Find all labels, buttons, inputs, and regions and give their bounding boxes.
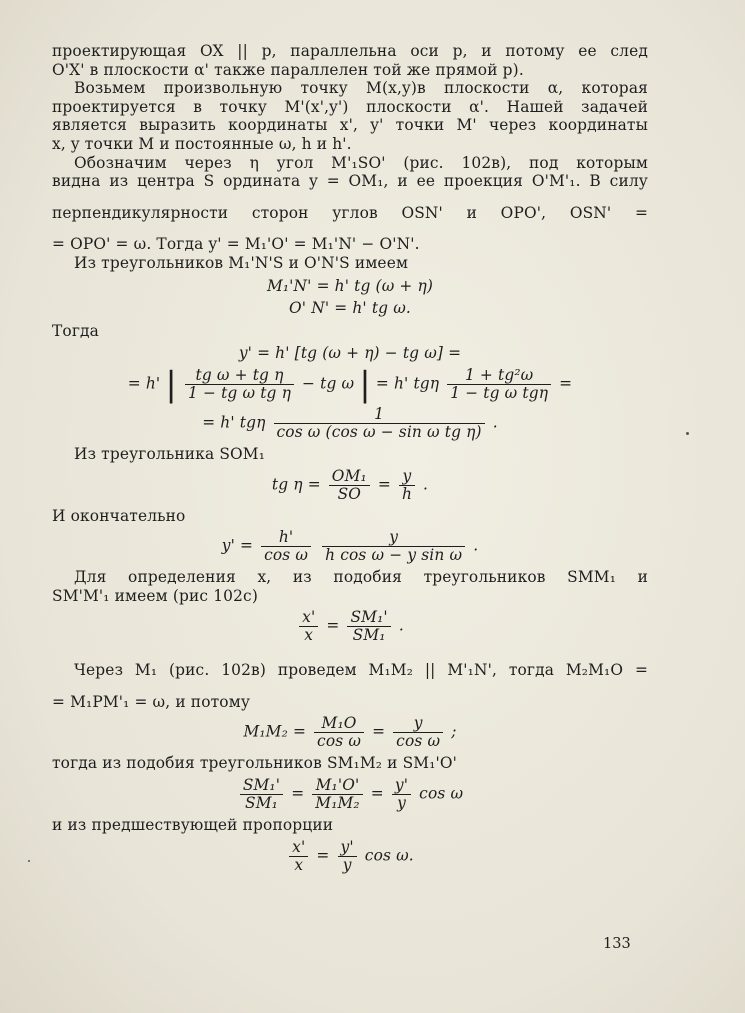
frac-den: cos ω	[317, 732, 362, 751]
text-line: Из треугольников M₁'N'S и O'N'S имеем	[74, 253, 409, 272]
frac-num: tg ω + tg η	[185, 367, 294, 385]
bracket-left: |	[165, 364, 177, 405]
fraction	[392, 777, 411, 812]
eq-term: =	[370, 784, 384, 803]
frac-num: x'	[299, 609, 318, 627]
text-line: x, y точки M и постоянные ω, h и h'.	[52, 134, 352, 153]
eq-term: .	[423, 475, 429, 493]
equation	[52, 468, 648, 503]
frac-num: SM₁'	[347, 609, 390, 627]
eq-term: − tg ω	[302, 374, 355, 393]
frac-num: M₁'O'	[312, 777, 362, 795]
text-line: Возьмем произвольную точку M(x,y)в плоскости α, которая	[74, 79, 648, 98]
fraction	[299, 609, 318, 644]
frac-den: M₁M₂	[315, 794, 360, 813]
frac-num: y	[399, 468, 415, 486]
frac-den: SO	[337, 484, 362, 503]
eq-term: M₁M₂ =	[243, 722, 306, 741]
text-line: O'X' в плоскости α' также параллелен той же прямой p).	[52, 60, 524, 79]
text-line: проектируется в точку M'(x',y') плоскости α'. Нашей задачей	[52, 97, 648, 116]
frac-den: y	[397, 794, 406, 813]
frac-den: SM₁	[352, 626, 386, 645]
fraction	[322, 529, 465, 564]
frac-num: M₁O	[314, 715, 364, 733]
fraction	[289, 839, 308, 874]
frac-den: y	[342, 855, 352, 874]
eq-term: =	[559, 374, 573, 393]
fraction	[399, 468, 415, 503]
frac-num: OM₁	[329, 468, 370, 486]
fraction	[347, 609, 390, 644]
eq-term: = h'	[127, 374, 161, 393]
fraction	[274, 406, 485, 441]
frac-den: SM₁	[245, 794, 278, 813]
text-line: Для определения x, из подобия треугольников SMM₁ и	[74, 568, 648, 587]
equation	[52, 406, 648, 441]
text-line: Из треугольника SOM₁	[74, 444, 266, 463]
ink-speck	[686, 432, 689, 435]
eq-term: = h' tgη	[375, 374, 440, 393]
eq-term: ;	[451, 722, 457, 741]
frac-num: 1 + tg²ω	[447, 367, 551, 385]
text-line: является выразить координаты x', y' точки M' через координаты	[52, 116, 648, 135]
text-line: перпендикулярности сторон углов OSN' и OPO', OSN' =	[52, 203, 648, 222]
fraction	[447, 367, 551, 402]
frac-den: cos ω (cos ω − sin ω tg η)	[276, 422, 482, 441]
eq-term: .	[473, 536, 479, 555]
text-line: = OPO' = ω. Тогда y' = M₁'O' = M₁'N' − O'N'.	[52, 235, 420, 254]
text-line: Через M₁ (рис. 102в) проведем M₁M₂ || M'₁N', тогда M₂M₁O =	[74, 661, 648, 680]
text-line: видна из центра S ордината y = OM₁, и ее проекция O'M'₁. В силу	[52, 172, 648, 191]
equation: M₁'N' = h' tg (ω + η)	[266, 276, 434, 295]
eq-term: .	[398, 616, 404, 635]
fraction	[329, 468, 370, 503]
equation	[52, 777, 648, 812]
fraction	[261, 529, 311, 564]
frac-num: y'	[338, 839, 357, 857]
text-body	[52, 42, 648, 878]
fraction	[240, 777, 283, 812]
fraction	[393, 715, 443, 750]
equation	[52, 529, 648, 564]
text-line: Тогда	[52, 321, 99, 340]
equation	[52, 364, 648, 405]
frac-den: x	[294, 855, 304, 874]
fraction	[338, 839, 357, 874]
frac-num: y	[322, 529, 465, 547]
eq-term: .	[492, 413, 498, 432]
frac-den: 1 − tg ω tg η	[188, 383, 291, 402]
eq-term: =	[372, 722, 386, 741]
equation	[52, 839, 648, 874]
frac-den: cos ω	[264, 546, 309, 565]
eq-term: =	[316, 846, 330, 865]
equation	[52, 715, 648, 750]
frac-den: 1 − tg ω tgη	[450, 383, 549, 402]
frac-den: cos ω	[396, 732, 441, 751]
eq-term: =	[291, 784, 305, 803]
equation: O' N' = h' tg ω.	[289, 299, 411, 318]
page-number: 133	[603, 936, 631, 952]
frac-den: h cos ω − y sin ω	[325, 546, 463, 565]
text-line: тогда из подобия треугольников SM₁M₂ и SM₁'O'	[52, 754, 458, 773]
text-line: проектирующая OX || p, параллельна оси p, и потому ее след	[52, 42, 648, 60]
text-line: Обозначим через η угол M'₁SO' (рис. 102в), под которым	[74, 153, 648, 172]
eq-term: =	[377, 475, 391, 493]
eq-term: =	[326, 616, 340, 635]
frac-num: h'	[261, 529, 311, 547]
text-line: = M₁PM'₁ = ω, и потому	[52, 692, 251, 711]
eq-term: tg η =	[271, 475, 321, 493]
equation: y' = h' [tg (ω + η) − tg ω] =	[238, 344, 462, 363]
ink-speck	[28, 860, 30, 862]
eq-term: cos ω.	[364, 846, 414, 865]
fraction	[185, 367, 294, 402]
frac-num: y	[393, 715, 443, 733]
frac-den: h	[401, 484, 412, 503]
eq-term: cos ω	[419, 784, 464, 803]
frac-den: x	[304, 626, 314, 645]
frac-num: 1	[274, 406, 485, 424]
text-line: SM'M'₁ имеем (рис 102с)	[52, 586, 258, 605]
bracket-right: |	[359, 364, 371, 405]
eq-term: = h' tgη	[202, 413, 266, 432]
fraction	[312, 777, 362, 812]
frac-num: y'	[392, 777, 411, 795]
text-line: и из предшествующей пропорции	[52, 816, 334, 835]
text-line: И окончательно	[52, 506, 186, 525]
eq-term: y' =	[221, 536, 254, 555]
frac-num: x'	[289, 839, 308, 857]
frac-num: SM₁'	[240, 777, 283, 795]
equation	[52, 609, 648, 644]
fraction	[314, 715, 364, 750]
